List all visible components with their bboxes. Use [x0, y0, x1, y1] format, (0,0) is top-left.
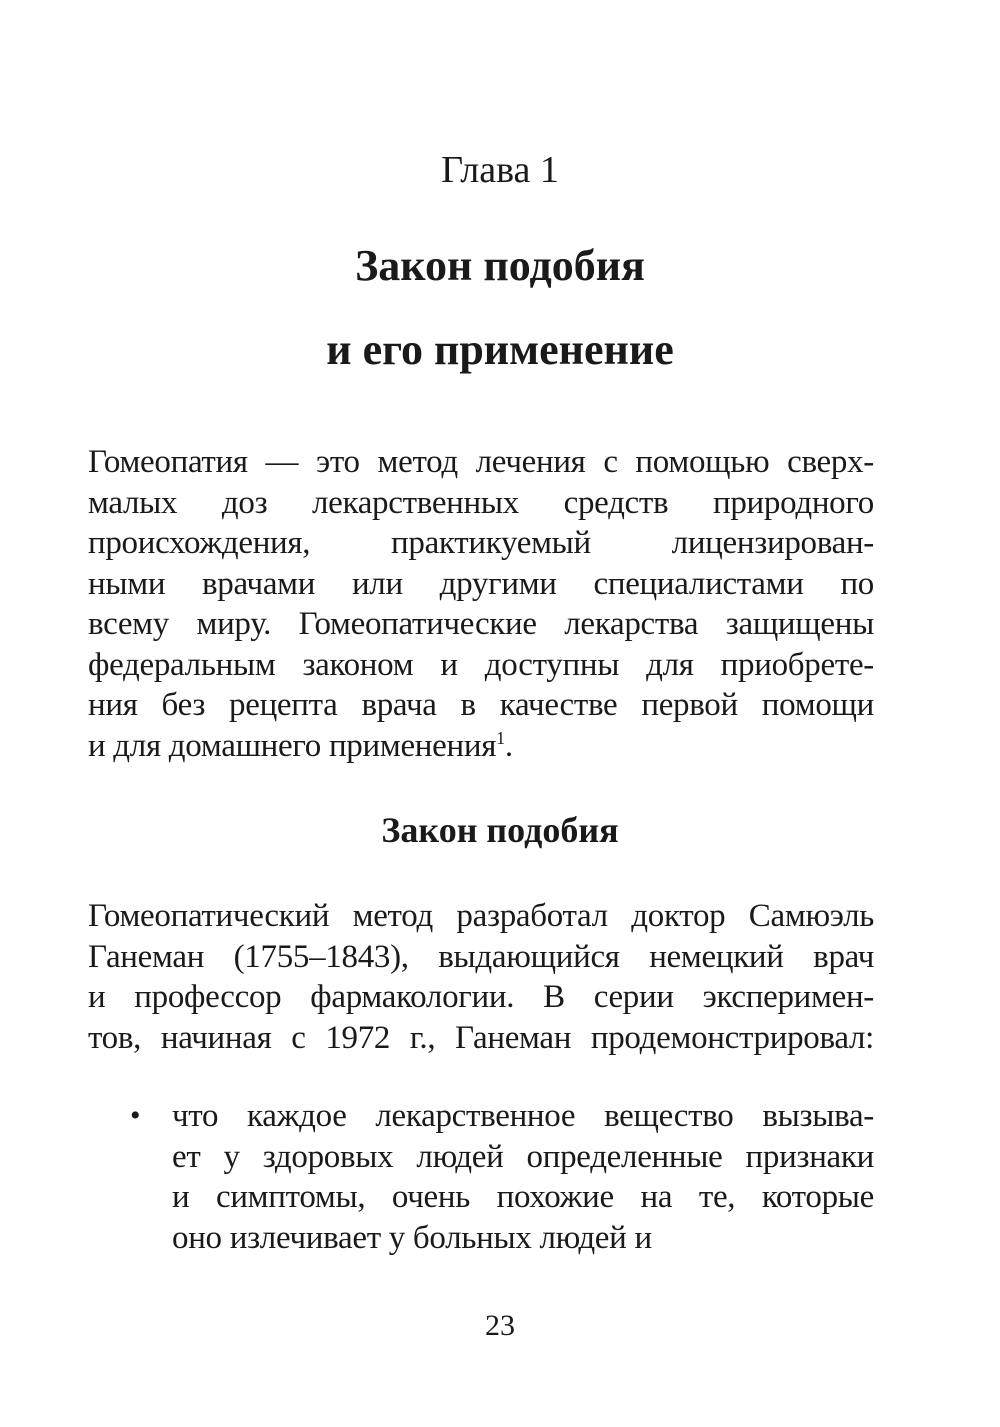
chapter-title-line: Закон подобия — [355, 241, 645, 290]
history-paragraph — [88, 896, 874, 1058]
paragraph-line: Ганеман (1755–1843), выдающийся немецкий врач — [88, 938, 874, 975]
bullet-line: что каждое лекарственное вещество вызыва- — [172, 1098, 874, 1134]
page-number: 23 — [485, 1309, 515, 1342]
chapter-title-line: и его применение — [326, 325, 674, 374]
paragraph-line-last — [88, 726, 874, 767]
end-punctuation: . — [504, 727, 513, 764]
paragraph-line: ния без рецепта врача в качестве первой помощи — [88, 687, 874, 723]
intro-paragraph — [88, 442, 874, 766]
paragraph-line: и профессор фармакологии. В серии эксперимен- — [88, 979, 874, 1015]
list-item — [88, 1096, 874, 1258]
paragraph-line: ными врачами или другими специалистами по — [88, 565, 874, 602]
paragraph-line: происхождения, практикуемый лицензирован- — [88, 525, 874, 561]
paragraph-line: малых доз лекарственных средств природного — [88, 484, 874, 521]
chapter-title — [0, 224, 1000, 392]
bullet-list — [88, 1096, 874, 1258]
paragraph-line: федеральным законом и доступны для приобрете- — [88, 646, 874, 683]
paragraph-line: тов, начиная с 1972 г., Ганеман продемонстрировал: — [88, 1019, 874, 1056]
chapter-label: Глава 1 — [441, 149, 559, 191]
section-title: Закон подобия — [381, 810, 619, 850]
bullet-line: ет у здоровых людей определенные признаки — [172, 1138, 874, 1175]
paragraph-line: всему миру. Гомеопатические лекарства защищены — [88, 606, 874, 642]
paragraph-line: Гомеопатия — это метод лечения с помощью сверх- — [88, 444, 874, 480]
paragraph-line: Гомеопатический метод разработал доктор Самюэль — [88, 898, 874, 934]
paragraph-line-text: и для домашнего применения — [88, 727, 497, 764]
bullet-line: и симптомы, очень похожие на те, которые — [172, 1179, 874, 1215]
footnote-mark[interactable]: 1 — [496, 727, 505, 748]
bullet-icon: • — [130, 1099, 141, 1132]
bullet-line: оно излечивает у больных людей и — [172, 1219, 652, 1256]
